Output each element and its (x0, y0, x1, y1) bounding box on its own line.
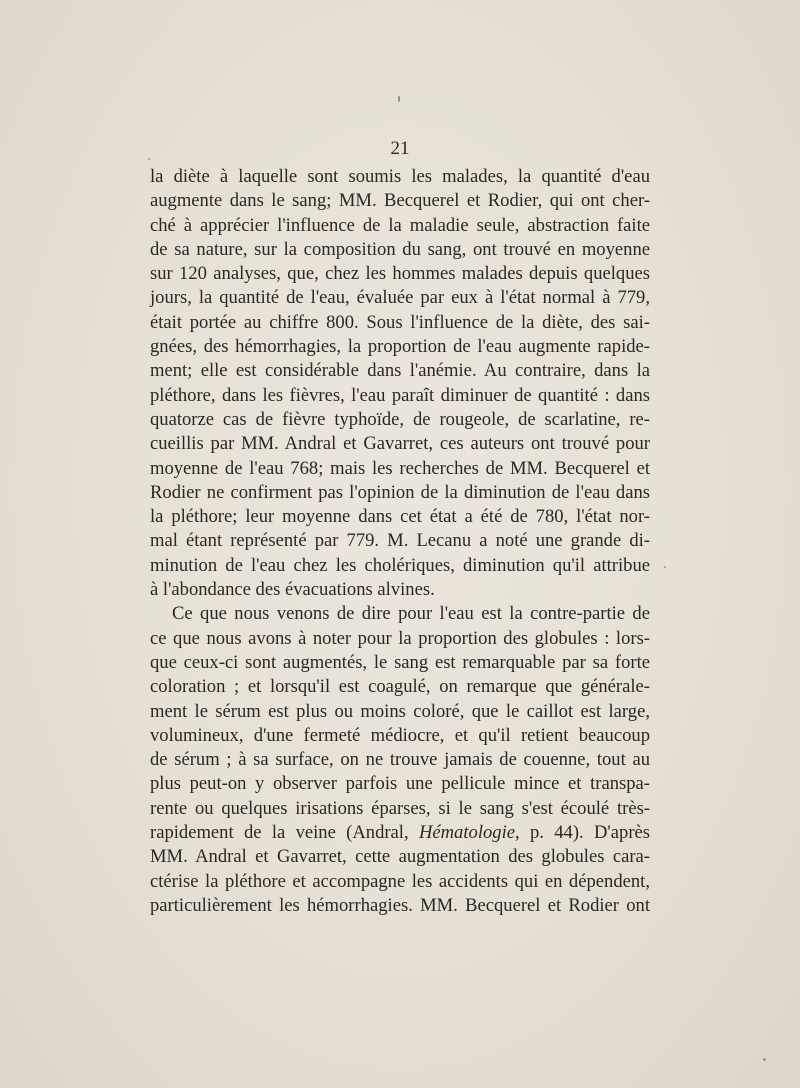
text-fragment: de sérum ; à sa surface, on ne trouve jamais de couenne, tout au (150, 749, 650, 771)
text-line (150, 214, 650, 238)
text-fragment: plus peut-on y observer parfois une pellicule mince et transpa- (150, 773, 650, 795)
text-fragment: ment; elle est considérable dans l'anémie. Au contraire, dans la (150, 360, 650, 382)
text-line (150, 821, 650, 845)
text-line (150, 675, 650, 699)
text-line (150, 894, 650, 918)
paper-speck (763, 1058, 766, 1061)
text-line (150, 529, 650, 553)
text-fragment: à l'abondance des évacuations alvines. (150, 579, 435, 601)
text-line (150, 408, 650, 432)
text-line (150, 432, 650, 456)
text-fragment: que ceux-ci sont augmentés, le sang est remarquable par sa forte (150, 651, 650, 673)
text-line (150, 165, 650, 189)
text-line (150, 797, 650, 821)
text-line (150, 189, 650, 213)
text-line (150, 554, 650, 578)
text-line (150, 481, 650, 505)
text-fragment: Ce que nous venons de dire pour l'eau est la contre-partie de (172, 603, 650, 625)
text-line (150, 505, 650, 529)
text-fragment: cueillis par MM. Andral et Gavarret, ces auteurs ont trouvé pour (150, 433, 650, 455)
paper-speck (398, 96, 400, 102)
text-fragment: , p. 44). D'après (515, 822, 650, 844)
text-fragment: gnées, des hémorrhagies, la proportion de l'eau augmente rapide- (150, 336, 650, 358)
text-line (150, 286, 650, 310)
paper-speck (664, 566, 666, 568)
text-fragment: augmente dans le sang; MM. Becquerel et Rodier, qui ont cher- (150, 190, 650, 212)
text-fragment: minution de l'eau chez les cholériques, diminution qu'il attribue (150, 554, 650, 576)
text-line (150, 772, 650, 796)
text-fragment: ctérise la pléthore et accompagne les accidents qui en dépendent, (150, 870, 650, 892)
text-fragment: particulièrement les hémorrhagies. MM. Becquerel et Rodier ont (150, 894, 650, 916)
text-fragment: moyenne de l'eau 768; mais les recherches de MM. Becquerel et (150, 457, 650, 479)
text-fragment: ché à apprécier l'influence de la maladie seule, abstraction faite (150, 214, 650, 236)
text-line (150, 578, 650, 602)
text-fragment: mal étant représenté par 779. M. Lecanu a noté une grande di- (150, 530, 650, 552)
text-fragment: la diète à laquelle sont soumis les malades, la quantité d'eau (150, 166, 650, 187)
italic-title: Hématologie (418, 822, 515, 844)
text-line (150, 457, 650, 481)
text-fragment: Rodier ne confirment pas l'opinion de la diminution de l'eau dans (150, 481, 650, 503)
text-line (150, 870, 650, 894)
text-line (150, 262, 650, 286)
text-line (150, 627, 650, 651)
text-line (150, 700, 650, 724)
page-number: 21 (390, 138, 410, 159)
text-fragment: volumineux, d'une fermeté médiocre, et qu'il retient beaucoup (150, 724, 650, 746)
text-fragment: quatorze cas de fièvre typhoïde, de rougeole, de scarlatine, re- (150, 408, 650, 430)
text-fragment: coloration ; et lorsqu'il est coagulé, on remarque que générale- (150, 676, 650, 698)
text-line (150, 384, 650, 408)
text-line (150, 724, 650, 748)
paper-speck (148, 158, 150, 160)
text-fragment: la pléthore; leur moyenne dans cet état a été de 780, l'état nor- (150, 506, 650, 528)
text-line (150, 748, 650, 772)
text-line (150, 311, 650, 335)
text-line (150, 238, 650, 262)
text-line (150, 651, 650, 675)
text-line (150, 359, 650, 383)
text-fragment: de sa nature, sur la composition du sang, ont trouvé en moyenne (150, 238, 650, 260)
text-fragment: rapidement de la veine (Andral, (150, 822, 419, 844)
text-fragment: jours, la quantité de l'eau, évaluée par eux à l'état normal à 779, (150, 287, 650, 309)
text-fragment: rente ou quelques irisations éparses, si le sang s'est écoulé très- (150, 797, 650, 819)
text-line (150, 602, 650, 626)
body-text (150, 165, 650, 918)
text-line (150, 335, 650, 359)
text-line (150, 845, 650, 869)
text-fragment: sur 120 analyses, que, chez les hommes malades depuis quelques (150, 263, 650, 285)
text-fragment: pléthore, dans les fièvres, l'eau paraît diminuer de quantité : dans (150, 384, 650, 406)
text-fragment: MM. Andral et Gavarret, cette augmentation des globules cara- (150, 846, 650, 868)
text-fragment: ment le sérum est plus ou moins coloré, que le caillot est large, (150, 700, 650, 722)
text-fragment: ce que nous avons à noter pour la proportion des globules : lors- (150, 627, 650, 649)
text-fragment: était portée au chiffre 800. Sous l'influence de la diète, des sai- (150, 311, 650, 333)
